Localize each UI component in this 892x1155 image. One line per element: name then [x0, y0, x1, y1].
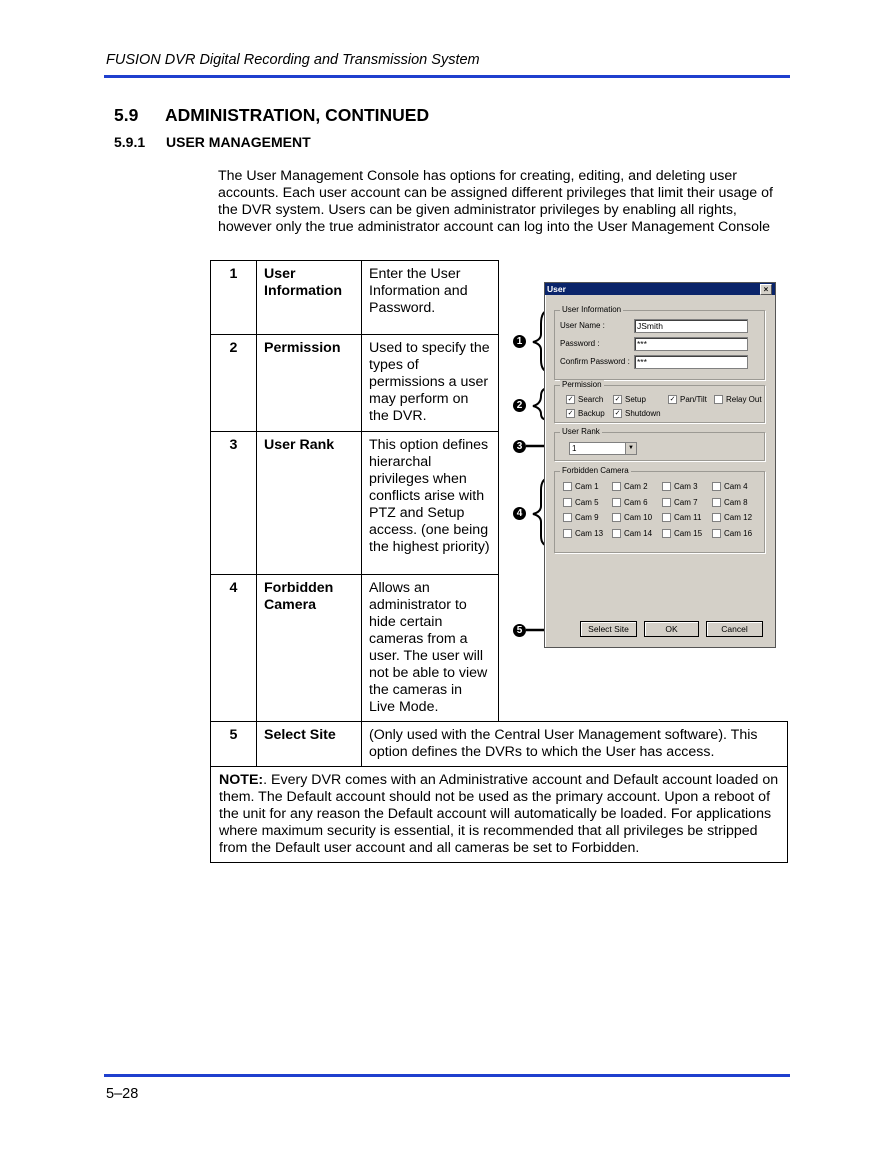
row-description: Allows an administrator to hide certain cameras from a user. The user will not be able to view the cameras in Live Mode.: [362, 575, 499, 722]
confirm-password-field[interactable]: ***: [634, 355, 748, 369]
unchecked-box-icon: [662, 529, 671, 538]
callout-5: 5: [513, 624, 526, 637]
dialog-titlebar: [545, 283, 775, 295]
group-title: Permission: [562, 380, 602, 389]
username-field[interactable]: JSmith: [634, 319, 748, 333]
checkbox-label: Pan/Tilt: [680, 395, 707, 404]
select-site-button[interactable]: Select Site: [580, 621, 637, 637]
permission-group: [554, 380, 765, 423]
unchecked-box-icon: [712, 482, 721, 491]
backup-checkbox[interactable]: [566, 409, 605, 418]
subsection-number: 5.9.1: [114, 134, 146, 150]
forbidden-camera-checkbox[interactable]: [712, 513, 752, 522]
group-title: Forbidden Camera: [562, 466, 629, 475]
row-number: 3: [211, 432, 257, 575]
checkbox-label: Cam 8: [724, 498, 748, 507]
group-title: User Rank: [562, 427, 600, 436]
row-number: 2: [211, 335, 257, 432]
header-rule: [104, 75, 790, 78]
forbidden-camera-checkbox[interactable]: [563, 529, 603, 538]
page-number: 5–28: [106, 1086, 139, 1102]
checkbox-label: Cam 6: [624, 498, 648, 507]
check-icon: ✓: [614, 396, 621, 403]
chevron-down-icon[interactable]: ▼: [625, 443, 636, 454]
unchecked-box-icon: [612, 482, 621, 491]
forbidden-camera-checkbox[interactable]: [662, 513, 701, 522]
checkbox-label: Cam 14: [624, 529, 653, 538]
forbidden-camera-checkbox[interactable]: [662, 529, 702, 538]
forbidden-camera-checkbox[interactable]: [612, 498, 648, 507]
forbidden-camera-checkbox[interactable]: [612, 513, 652, 522]
unchecked-box-icon: [563, 498, 572, 507]
checkbox-label: Cam 1: [575, 482, 599, 491]
checkbox-label: Backup: [578, 409, 605, 418]
check-icon: ✓: [567, 410, 574, 417]
checkbox-label: Cam 13: [575, 529, 604, 538]
forbidden-camera-group: [554, 466, 765, 553]
section-heading: [114, 105, 429, 126]
callout-2: 2: [513, 399, 526, 412]
note-label: NOTE:: [219, 772, 264, 788]
relay-out-checkbox[interactable]: [714, 395, 762, 404]
search-checkbox[interactable]: [566, 395, 603, 404]
running-header: FUSION DVR Digital Recording and Transmission System: [106, 52, 480, 68]
checkbox-label: Cam 10: [624, 513, 653, 522]
setup-checkbox[interactable]: [613, 395, 646, 404]
row-number: 4: [211, 575, 257, 722]
check-icon: ✓: [669, 396, 676, 403]
username-label: User Name :: [560, 321, 605, 330]
section-title: ADMINISTRATION, CONTINUED: [165, 105, 430, 125]
row-label: User Information: [257, 261, 362, 335]
forbidden-camera-checkbox[interactable]: [712, 529, 752, 538]
dialog-title: User: [547, 284, 566, 294]
row-description: This option defines hierarchal privileges when conflicts arise with PTZ and Setup access. (one being the highest priority): [362, 432, 499, 575]
checkbox-label: Cam 3: [674, 482, 698, 491]
unchecked-box-icon: [712, 498, 721, 507]
unchecked-box-icon: [712, 529, 721, 538]
row-description: (Only used with the Central User Management software). This option defines the DVRs to which the User has access.: [362, 722, 788, 767]
forbidden-camera-checkbox[interactable]: [563, 513, 599, 522]
checkbox-label: Setup: [625, 395, 646, 404]
unchecked-box-icon: [662, 482, 671, 491]
unchecked-box-icon: [662, 513, 671, 522]
row-description: Enter the User Information and Password.: [362, 261, 499, 335]
checkbox-label: Shutdown: [625, 409, 661, 418]
unchecked-box-icon: [662, 498, 671, 507]
row-label: User Rank: [257, 432, 362, 575]
subsection-title: USER MANAGEMENT: [166, 134, 311, 150]
checkbox-label: Cam 16: [724, 529, 753, 538]
unchecked-box-icon: [612, 498, 621, 507]
user-rank-value: 1: [572, 444, 577, 453]
section-number: 5.9: [114, 105, 139, 125]
forbidden-camera-checkbox[interactable]: [712, 498, 748, 507]
note-text: . Every DVR comes with an Administrative account and Default account loaded on them. The Default account should not be used as the primary account. Upon a reboot of the unit for any reason the Default account will automatically be loaded. For applications where maximum security is essential, it is recommended that all privileges be stripped from the Default user account and all cameras be set to Forbidden.: [219, 772, 779, 856]
close-icon[interactable]: ×: [760, 284, 772, 295]
forbidden-camera-checkbox[interactable]: [712, 482, 748, 491]
checkbox-label: Cam 7: [674, 498, 698, 507]
user-dialog: [544, 282, 776, 648]
checkbox-label: Relay Out: [726, 395, 762, 404]
checkbox-label: Cam 15: [674, 529, 703, 538]
intro-paragraph: The User Management Console has options for creating, editing, and deleting user accounts. Each user account can be assigned different privileges that limit their usage of the DVR system. Users can be given administrator privileges by enabling all rights, however only the true administrator account can log into the User Management Console: [218, 168, 773, 235]
subsection-heading: [114, 134, 311, 150]
unchecked-box-icon: [712, 513, 721, 522]
unchecked-box-icon: [563, 529, 572, 538]
table-row: [211, 722, 788, 767]
cancel-button[interactable]: Cancel: [706, 621, 763, 637]
checkbox-label: Search: [578, 395, 604, 404]
row-label: Forbidden Camera: [257, 575, 362, 722]
password-field[interactable]: ***: [634, 337, 748, 351]
note-cell: [211, 767, 788, 863]
unchecked-box-icon: [612, 513, 621, 522]
row-number: 1: [211, 261, 257, 335]
row-label: Permission: [257, 335, 362, 432]
checkbox-label: Cam 9: [575, 513, 599, 522]
note-row: [211, 767, 788, 863]
checkbox-label: Cam 4: [724, 482, 748, 491]
unchecked-box-icon: [714, 395, 723, 404]
confirm-password-label: Confirm Password :: [560, 357, 630, 366]
checkbox-label: Cam 12: [724, 513, 753, 522]
row-description: Used to specify the types of permissions a user may perform on the DVR.: [362, 335, 499, 432]
user-rank-select[interactable]: [569, 442, 637, 455]
checkbox-label: Cam 5: [575, 498, 599, 507]
unchecked-box-icon: [563, 482, 572, 491]
user-information-group: [554, 305, 765, 380]
forbidden-camera-checkbox[interactable]: [612, 529, 652, 538]
forbidden-camera-checkbox[interactable]: [563, 482, 599, 491]
footer-rule: [104, 1074, 790, 1077]
forbidden-camera-checkbox[interactable]: [612, 482, 648, 491]
forbidden-camera-checkbox[interactable]: [662, 498, 698, 507]
unchecked-box-icon: [563, 513, 572, 522]
checkbox-label: Cam 11: [674, 513, 702, 522]
ok-button[interactable]: OK: [644, 621, 699, 637]
unchecked-box-icon: [612, 529, 621, 538]
group-title: User Information: [562, 305, 622, 314]
callout-3: 3: [513, 440, 526, 453]
check-icon: ✓: [614, 410, 621, 417]
callout-1: 1: [513, 335, 526, 348]
password-label: Password :: [560, 339, 600, 348]
forbidden-camera-checkbox[interactable]: [662, 482, 698, 491]
callout-4: 4: [513, 507, 526, 520]
pantilt-checkbox[interactable]: [668, 395, 707, 404]
check-icon: ✓: [567, 396, 574, 403]
row-number: 5: [211, 722, 257, 767]
checkbox-label: Cam 2: [624, 482, 648, 491]
shutdown-checkbox[interactable]: [613, 409, 661, 418]
forbidden-camera-checkbox[interactable]: [563, 498, 599, 507]
row-label: Select Site: [257, 722, 362, 767]
user-dialog-figure: [505, 280, 775, 648]
